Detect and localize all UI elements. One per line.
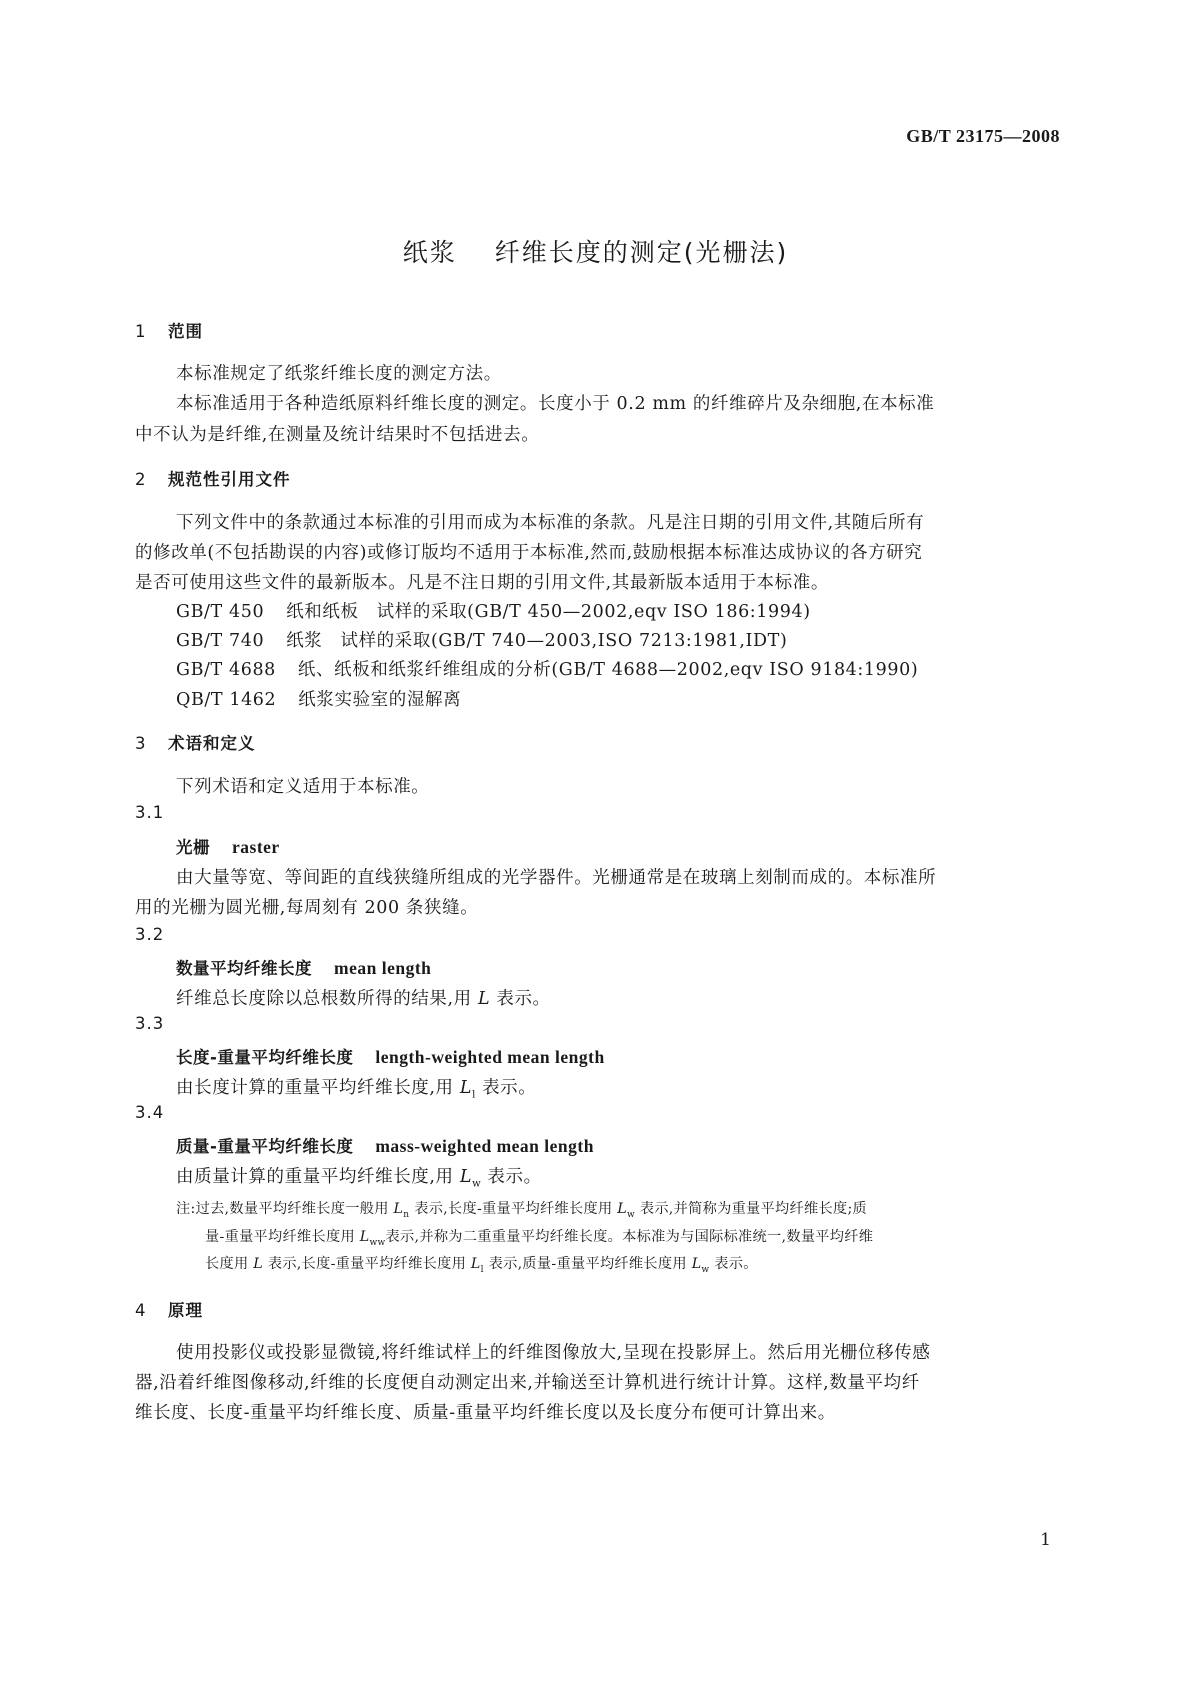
term-number: 3.3 [135, 1014, 165, 1033]
note-text: 表示。 [714, 1256, 758, 1272]
term-heading [176, 955, 431, 979]
term-english: mass-weighted mean length [375, 1136, 594, 1156]
note-line [205, 1226, 873, 1248]
term-chinese: 数量平均纤维长度 [176, 959, 312, 978]
section-2-paragraph: 是否可使用这些文件的最新版本。凡是不注日期的引用文件,其最新版本适用于本标准。 [135, 573, 829, 593]
symbol: L [459, 1167, 473, 1187]
note-text: 表示,长度-重量平均纤维长度用 [267, 1256, 467, 1272]
reference-code: QB/T 1462 [176, 690, 277, 710]
section-number: 1 [135, 322, 147, 341]
symbol: L [359, 1229, 370, 1245]
section-4-heading [135, 1297, 203, 1321]
note-text: 表示,质量-重量平均纤维长度用 [488, 1256, 687, 1272]
title-sub: 纤维长度的测定(光栅法) [494, 238, 789, 267]
definition-text: 表示。 [487, 1167, 542, 1187]
note-text: 长度用 [205, 1256, 249, 1272]
term-english: length-weighted mean length [375, 1047, 605, 1067]
note-label: 注: [176, 1201, 196, 1217]
symbol: L [477, 989, 491, 1009]
definition-text: 纤维总长度除以总根数所得的结果,用 [176, 989, 472, 1009]
reference-code: GB/T 450 [176, 602, 265, 622]
symbol: L [459, 1078, 473, 1098]
section-3-heading [135, 730, 256, 754]
term-heading [176, 1044, 605, 1068]
section-4-paragraph: 使用投影仪或投影显微镜,将纤维试样上的纤维图像放大,呈现在投影屏上。然后用光栅位移传感 [176, 1343, 931, 1363]
definition-text: 表示。 [496, 989, 551, 1009]
section-1-paragraph: 本标准规定了纸浆纤维长度的测定方法。 [176, 364, 502, 384]
reference-item [176, 627, 787, 652]
note-line [205, 1253, 758, 1275]
section-title: 规范性引用文件 [168, 470, 291, 489]
reference-title: 纸和纸板 试样的采取(GB/T 450—2002,eqv ISO 186:1994) [286, 602, 811, 622]
reference-title: 纸、纸板和纸浆纤维组成的分析(GB/T 4688—2002,eqv ISO 9184:1990) [297, 660, 919, 680]
term-definition: 由大量等宽、等间距的直线狭缝所组成的光学器件。光栅通常是在玻璃上刻制而成的。本标准所 [176, 868, 937, 888]
term-english: mean length [334, 958, 432, 978]
term-definition: 用的光栅为圆光栅,每周刻有 200 条狭缝。 [135, 898, 479, 918]
page-number: 1 [1040, 1530, 1051, 1550]
reference-item [176, 598, 811, 623]
reference-code: GB/T 4688 [176, 660, 276, 680]
term-heading [176, 834, 280, 858]
section-number: 2 [135, 470, 147, 489]
note-text: 表示,并称为二重重量平均纤维长度。本标准为与国际标准统一,数量平均纤维 [385, 1229, 874, 1245]
section-4-paragraph: 器,沿着纤维图像移动,纤维的长度便自动测定出来,并输送至计算机进行统计计算。这样,数量平均纤 [135, 1373, 920, 1393]
symbol: L [617, 1201, 627, 1217]
note-text: 表示,长度-重量平均纤维长度用 [414, 1201, 613, 1217]
reference-item [176, 656, 918, 681]
reference-item [176, 686, 461, 711]
symbol: L [393, 1201, 404, 1217]
section-number: 4 [135, 1301, 147, 1320]
symbol-subscript: l [472, 1089, 476, 1101]
section-2-heading [135, 466, 291, 490]
reference-code: GB/T 740 [176, 631, 265, 651]
term-definition [176, 1163, 542, 1190]
section-4-paragraph: 维长度、长度-重量平均纤维长度、质量-重量平均纤维长度以及长度分布便可计算出来。 [135, 1403, 836, 1423]
note-text: 表示,并简称为重量平均纤维长度;质 [639, 1201, 868, 1217]
section-1-paragraph: 中不认为是纤维,在测量及统计结果时不包括进去。 [135, 425, 540, 445]
symbol-subscript: w [627, 1209, 636, 1220]
section-1-heading [135, 318, 203, 342]
definition-text: 由长度计算的重量平均纤维长度,用 [176, 1078, 454, 1098]
symbol: L [470, 1256, 481, 1272]
symbol-subscript: l [480, 1264, 484, 1275]
title-main: 纸浆 [402, 238, 457, 267]
reference-title: 纸浆实验室的湿解离 [298, 690, 462, 710]
symbol: L [691, 1256, 702, 1272]
standard-number: GB/T 23175—2008 [906, 126, 1060, 146]
section-1-paragraph: 本标准适用于各种造纸原料纤维长度的测定。长度小于 0.2 mm 的纤维碎片及杂细胞,在本标准 [176, 394, 935, 414]
section-title: 范围 [168, 322, 203, 341]
term-chinese: 光栅 [176, 838, 210, 857]
section-3-intro: 下列术语和定义适用于本标准。 [176, 777, 430, 797]
document-title [0, 233, 1191, 269]
definition-text: 由质量计算的重量平均纤维长度,用 [176, 1167, 454, 1187]
note-line [176, 1198, 867, 1220]
symbol: L [253, 1256, 264, 1272]
term-chinese: 质量-重量平均纤维长度 [176, 1137, 354, 1156]
symbol-subscript: w [472, 1178, 482, 1190]
term-number: 3.1 [135, 803, 165, 822]
symbol-subscript: n [403, 1209, 410, 1220]
section-2-paragraph: 的修改单(不包括勘误的内容)或修订版均不适用于本标准,然而,鼓励根据本标准达成协议的各方研究 [135, 543, 923, 563]
section-2-paragraph: 下列文件中的条款通过本标准的引用而成为本标准的条款。凡是注日期的引用文件,其随后所有 [176, 513, 925, 533]
section-title: 原理 [168, 1301, 203, 1320]
term-heading [176, 1133, 594, 1157]
term-definition [176, 985, 551, 1010]
symbol-subscript: ww [369, 1237, 386, 1248]
section-number: 3 [135, 734, 147, 753]
definition-text: 表示。 [482, 1078, 537, 1098]
reference-title: 纸浆 试样的采取(GB/T 740—2003,ISO 7213:1981,IDT) [286, 631, 788, 651]
note-text: 过去,数量平均纤维长度一般用 [195, 1201, 389, 1217]
term-english: raster [232, 837, 280, 857]
term-chinese: 长度-重量平均纤维长度 [176, 1048, 354, 1067]
term-definition [176, 1074, 536, 1101]
symbol-subscript: w [701, 1264, 710, 1275]
note-text: 量-重量平均纤维长度用 [205, 1229, 355, 1245]
section-title: 术语和定义 [168, 734, 256, 753]
term-number: 3.2 [135, 925, 165, 944]
term-number: 3.4 [135, 1103, 165, 1122]
